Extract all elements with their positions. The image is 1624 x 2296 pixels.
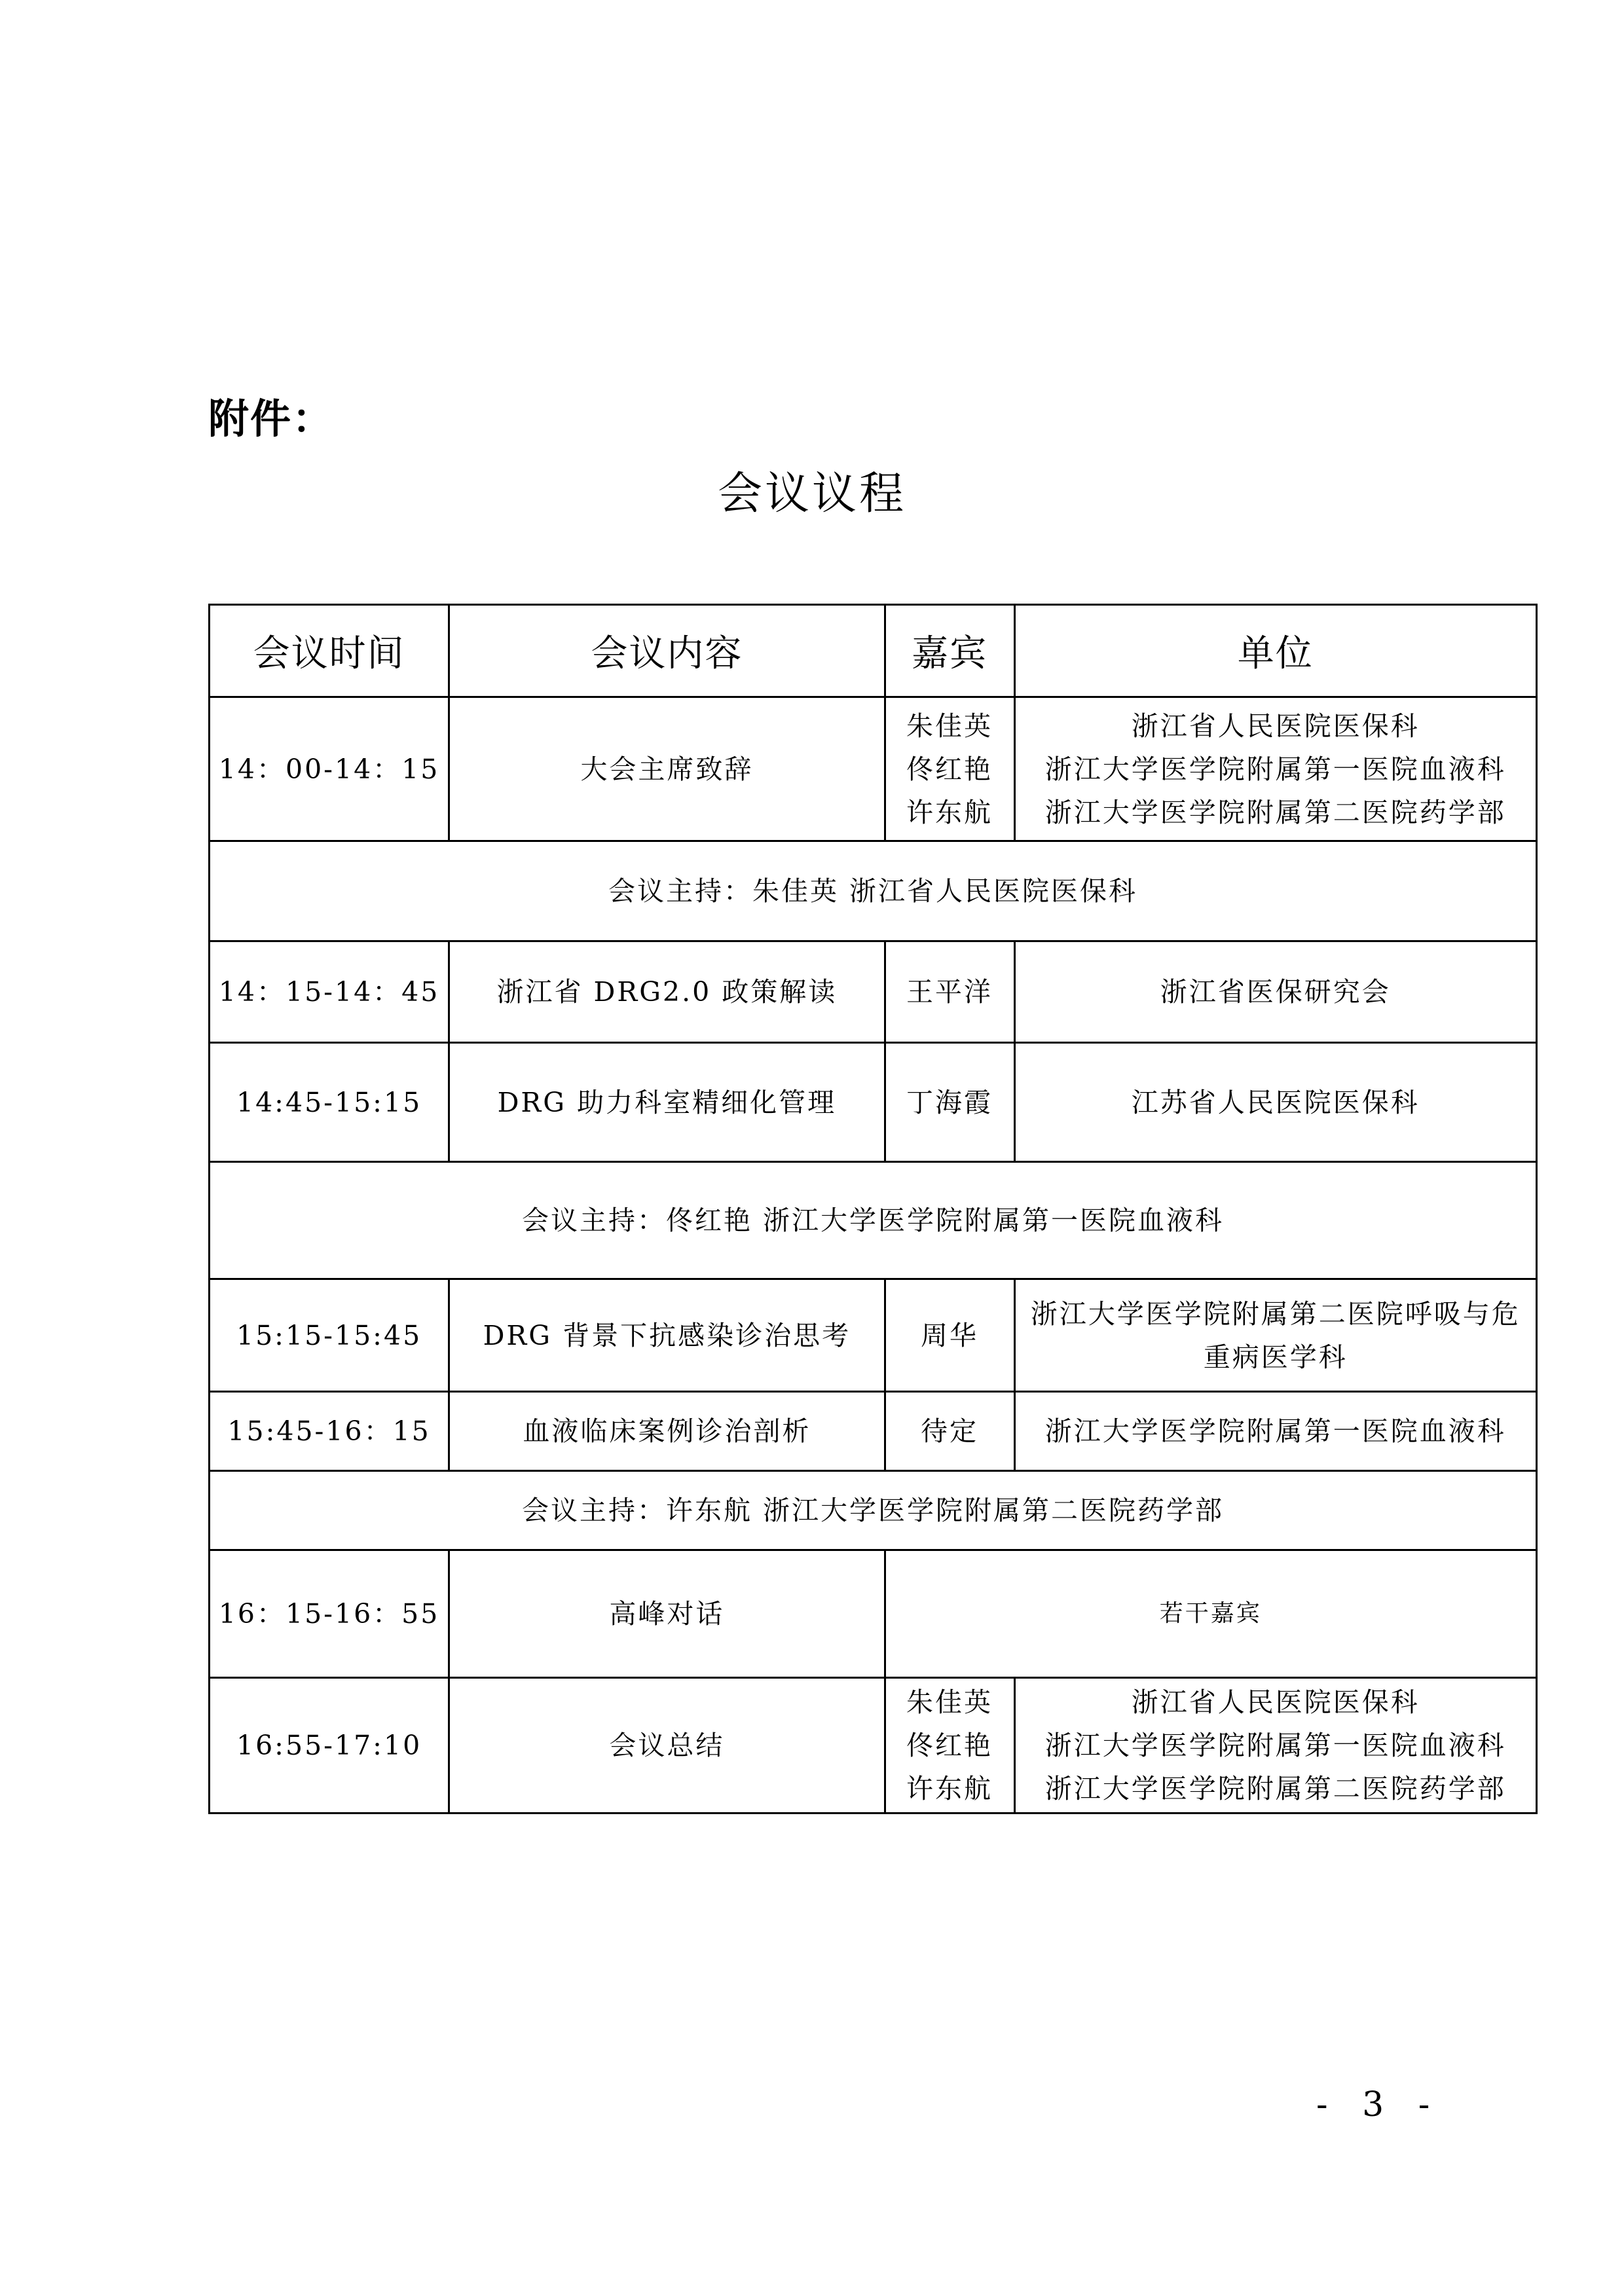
guest-cell xyxy=(885,697,1014,841)
host-cell: 会议主持：朱佳英 浙江省人民医院医保科 xyxy=(210,841,1537,941)
page-number: - 3 - xyxy=(1316,2085,1442,2124)
guest-name: 佟红艳 xyxy=(906,1730,993,1761)
unit-cell xyxy=(1014,1678,1536,1813)
content-cell: 高峰对话 xyxy=(449,1550,885,1678)
guest-name: 许东航 xyxy=(906,796,993,828)
header-guest: 嘉宾 xyxy=(885,605,1014,697)
table-row xyxy=(210,1678,1537,1813)
content-cell: DRG 背景下抗感染诊治思考 xyxy=(449,1279,885,1392)
guests-units-merged-cell: 若干嘉宾 xyxy=(885,1550,1537,1678)
table-row xyxy=(210,697,1537,841)
content-cell: 大会主席致辞 xyxy=(449,697,885,841)
time-cell: 16:55-17:10 xyxy=(210,1678,449,1813)
table-row xyxy=(210,1392,1537,1471)
guest-cell: 王平洋 xyxy=(885,941,1014,1043)
unit-cell: 浙江大学医学院附属第二医院呼吸与危重病医学科 xyxy=(1014,1279,1536,1392)
unit-name: 浙江大学医学院附属第二医院药学部 xyxy=(1044,796,1506,828)
page-title: 会议议程 xyxy=(717,468,906,520)
unit-cell xyxy=(1014,697,1536,841)
host-row xyxy=(210,1471,1537,1550)
guest-name: 许东航 xyxy=(906,1773,993,1804)
table-header-row xyxy=(210,605,1537,697)
header-unit: 单位 xyxy=(1014,605,1536,697)
unit-cell: 浙江大学医学院附属第一医院血液科 xyxy=(1014,1392,1536,1471)
unit-name: 浙江大学医学院附属第一医院血液科 xyxy=(1044,753,1506,785)
guest-cell xyxy=(885,1678,1014,1813)
host-cell: 会议主持：许东航 浙江大学医学院附属第二医院药学部 xyxy=(210,1471,1537,1550)
table-row xyxy=(210,1550,1537,1678)
table-row xyxy=(210,1043,1537,1162)
header-content: 会议内容 xyxy=(449,605,885,697)
host-cell: 会议主持：佟红艳 浙江大学医学院附属第一医院血液科 xyxy=(210,1162,1537,1279)
unit-name: 浙江省人民医院医保科 xyxy=(1131,710,1420,742)
host-row xyxy=(210,841,1537,941)
agenda-table xyxy=(208,604,1538,1814)
guest-cell: 周华 xyxy=(885,1279,1014,1392)
content-cell: 浙江省 DRG2.0 政策解读 xyxy=(449,941,885,1043)
unit-cell: 浙江省医保研究会 xyxy=(1014,941,1536,1043)
guest-name: 佟红艳 xyxy=(906,753,993,785)
table-row xyxy=(210,941,1537,1043)
guest-cell: 丁海霞 xyxy=(885,1043,1014,1162)
unit-name: 浙江大学医学院附属第一医院血液科 xyxy=(1044,1730,1506,1761)
time-cell: 14：00-14：15 xyxy=(210,697,449,841)
time-cell: 15:45-16：15 xyxy=(210,1392,449,1471)
unit-name: 浙江省人民医院医保科 xyxy=(1131,1686,1420,1718)
guest-cell: 待定 xyxy=(885,1392,1014,1471)
time-cell: 16：15-16：55 xyxy=(210,1550,449,1678)
unit-name: 浙江大学医学院附属第二医院药学部 xyxy=(1044,1773,1506,1804)
time-cell: 15:15-15:45 xyxy=(210,1279,449,1392)
content-cell: DRG 助力科室精细化管理 xyxy=(449,1043,885,1162)
header-time: 会议时间 xyxy=(210,605,449,697)
time-cell: 14：15-14：45 xyxy=(210,941,449,1043)
unit-cell: 江苏省人民医院医保科 xyxy=(1014,1043,1536,1162)
guest-name: 朱佳英 xyxy=(906,710,993,742)
host-row xyxy=(210,1162,1537,1279)
attachment-label: 附件： xyxy=(208,395,335,443)
content-cell: 血液临床案例诊治剖析 xyxy=(449,1392,885,1471)
table-row xyxy=(210,1279,1537,1392)
time-cell: 14:45-15:15 xyxy=(210,1043,449,1162)
guest-name: 朱佳英 xyxy=(906,1686,993,1718)
content-cell: 会议总结 xyxy=(449,1678,885,1813)
